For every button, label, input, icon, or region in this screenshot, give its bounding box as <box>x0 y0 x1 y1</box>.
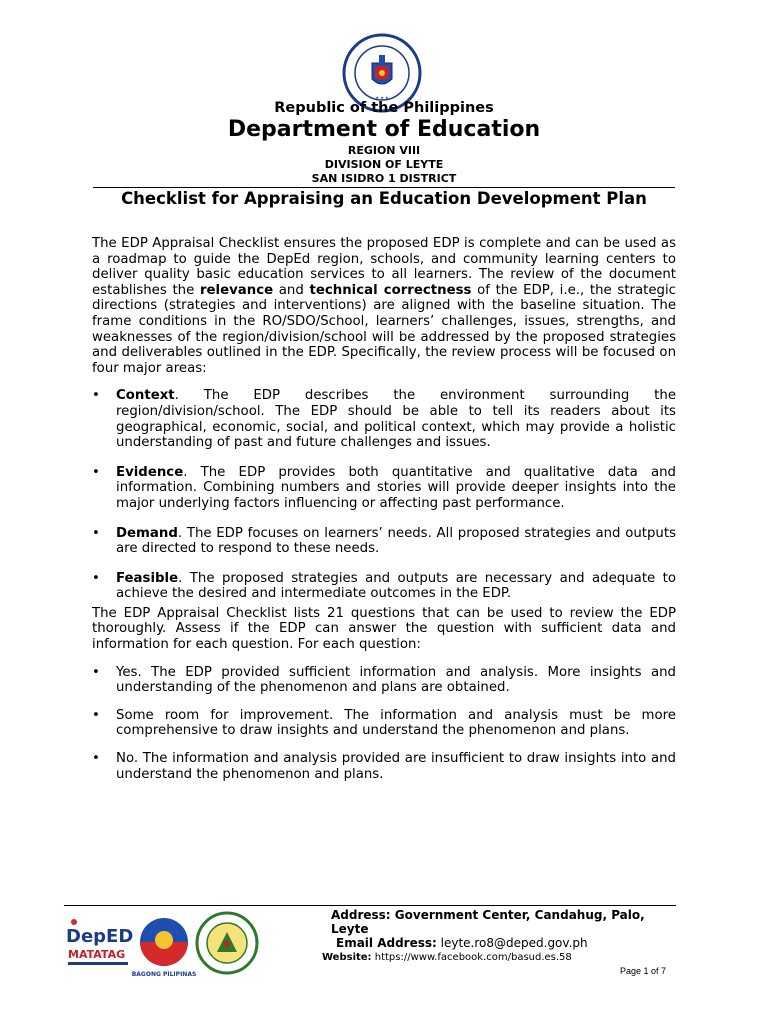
document-title: Checklist for Appraising an Education Development Plan <box>121 189 647 208</box>
header-divider <box>93 187 675 188</box>
intro-paragraph: The EDP Appraisal Checklist ensures the proposed EDP is complete and can be used as a roadmap to guide the DepEd region, schools, and community learning centers to deliver quality basic education services to all learners. The review of the document establishes the relevance and technical correctness of the EDP, i.e., the strategic directions (strategies and interventions) are aligned with the baseline situation. The frame conditions in the RO/SDO/School, learners’ challenges, issues, strengths, and weaknesses of the region/division/school will be addressed by the proposed strategies and deliverables outlined in the EDP. Specifically, the review process will be focused on four major areas: <box>92 236 676 376</box>
svg-text:MATATAG: MATATAG <box>68 948 126 961</box>
website-link[interactable]: https://www.facebook.com/basud.es.58 <box>374 952 572 963</box>
bullet-icon: • <box>92 707 100 723</box>
list-item: • Evidence. The EDP provides both quantitative and qualitative data and information. Combining numbers and stories will provide deeper insights into the major underlying factors influencing or affecting past performance. <box>92 464 676 511</box>
answer-options-list <box>92 665 676 783</box>
list-item: • Yes. The EDP provided sufficient information and analysis. More insights and understanding of the phenomenon and plans are obtained. <box>92 664 676 696</box>
footer-website: Website: https://www.facebook.com/basud.es.58 <box>322 952 572 963</box>
page-number: Page 1 of 7 <box>620 966 667 976</box>
checklist-intro-paragraph: The EDP Appraisal Checklist lists 21 questions that can be used to review the EDP thoroughly. Assess if the EDP can answer the question with sufficient data and information for each question. For each question: <box>92 605 676 653</box>
deped-matatag-logo <box>66 919 133 965</box>
bullet-icon: • <box>92 570 100 586</box>
svg-text:DepED: DepED <box>66 926 134 947</box>
region-label: REGION VIII <box>347 144 421 157</box>
bullet-icon: • <box>92 388 100 404</box>
footer-divider <box>64 905 676 906</box>
review-areas-list <box>92 388 676 602</box>
schools-division-leyte-logo <box>197 913 257 973</box>
footer-logos <box>64 910 264 980</box>
bullet-icon: • <box>92 525 100 541</box>
document-body <box>92 236 676 782</box>
list-item: • Some room for improvement. The information and analysis must be more comprehensive to draw insights and understand the phenomenon and plans. <box>92 707 676 739</box>
department-heading: Department of Education <box>227 117 541 142</box>
bullet-icon: • <box>92 464 100 480</box>
footer-address: Address: Government Center, Candahug, Palo, Leyte <box>331 908 645 936</box>
email-link[interactable]: leyte.ro8@deped.gov.ph <box>440 936 588 950</box>
list-item: • No. The information and analysis provided are insufficient to draw insights into and understand the phenomenon and plans. <box>92 751 676 782</box>
bagong-pilipinas-logo <box>132 918 197 978</box>
svg-text:BAGONG PILIPINAS: BAGONG PILIPINAS <box>131 971 197 978</box>
list-item: • Feasible. The proposed strategies and outputs are necessary and adequate to achieve the desired and intermediate outcomes in the EDP. <box>92 570 676 602</box>
bullet-icon: • <box>92 664 100 680</box>
division-label: DIVISION OF LEYTE <box>324 158 444 171</box>
footer-email: Email Address: leyte.ro8@deped.gov.ph <box>336 936 588 950</box>
list-item: • Context. The EDP describes the environment surrounding the region/division/school. The EDP should be able to tell its readers about its geographical, economic, social, and political context, which may provide a holistic understanding of past and future challenges and issues. <box>92 388 676 451</box>
svg-text:★ ★ ★: ★ ★ ★ <box>375 95 389 100</box>
list-item: • Demand. The EDP focuses on learners’ needs. All proposed strategies and outputs are directed to respond to these needs. <box>92 525 676 557</box>
district-label: SAN ISIDRO 1 DISTRICT <box>311 172 457 185</box>
republic-heading: Republic of the Philippines <box>274 100 494 116</box>
bullet-icon: • <box>92 751 100 767</box>
